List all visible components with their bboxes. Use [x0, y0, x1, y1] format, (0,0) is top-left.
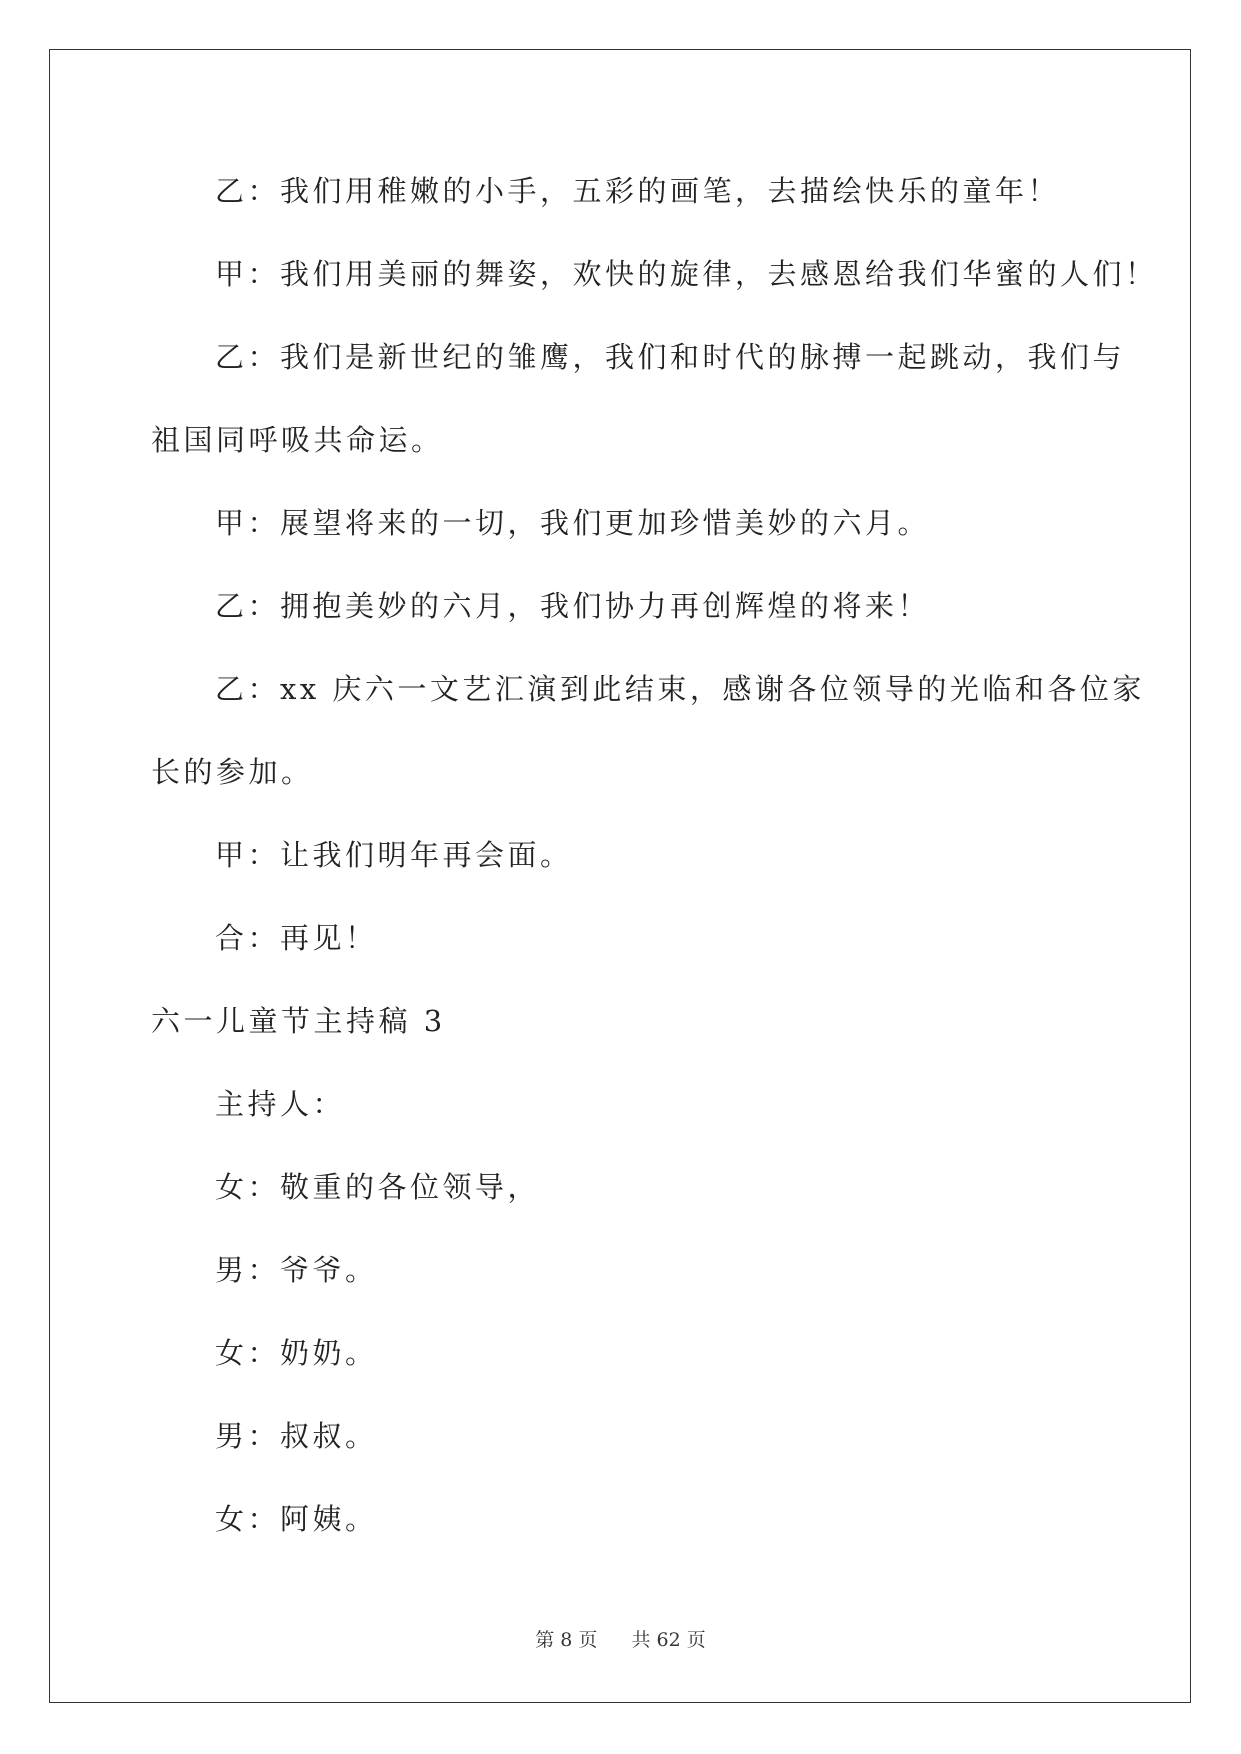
- paragraph-line: 女：奶奶。: [215, 1336, 378, 1370]
- page-footer: [0, 1625, 1241, 1652]
- paragraph-line: 男：爷爷。: [215, 1253, 378, 1287]
- paragraph-line: 乙：我们是新世纪的雏鹰，我们和时代的脉搏一起跳动，我们与: [215, 340, 1126, 374]
- paragraph-line: 甲：让我们明年再会面。: [215, 838, 573, 872]
- paragraph-line: 乙：拥抱美妙的六月，我们协力再创辉煌的将来！: [215, 589, 931, 623]
- paragraph-line: 女：阿姨。: [215, 1502, 378, 1536]
- paragraph-line: 乙：我们用稚嫩的小手，五彩的画笔，去描绘快乐的童年！: [215, 174, 1061, 208]
- paragraph-line: 男：叔叔。: [215, 1419, 378, 1453]
- document-body: [151, 165, 1158, 1576]
- paragraph-line: 女：敬重的各位领导，: [215, 1170, 541, 1204]
- paragraph-line: 长的参加。: [151, 755, 314, 789]
- paragraph-line: 祖国同呼吸共命运。: [151, 423, 444, 457]
- paragraph-line: 合：再见！: [215, 921, 378, 955]
- paragraph-line: 甲：展望将来的一切，我们更加珍惜美妙的六月。: [215, 506, 931, 540]
- total-page-count: 共 62 页: [631, 1629, 706, 1651]
- paragraph-line: 乙：xx 庆六一文艺汇演到此结束，感谢各位领导的光临和各位家: [215, 672, 1145, 706]
- paragraph-line: 甲：我们用美丽的舞姿，欢快的旋律，去感恩给我们华蜜的人们！: [215, 257, 1158, 291]
- current-page-number: 第 8 页: [535, 1629, 598, 1651]
- section-heading: 六一儿童节主持稿 3: [151, 1004, 446, 1038]
- paragraph-line: 主持人：: [215, 1087, 346, 1121]
